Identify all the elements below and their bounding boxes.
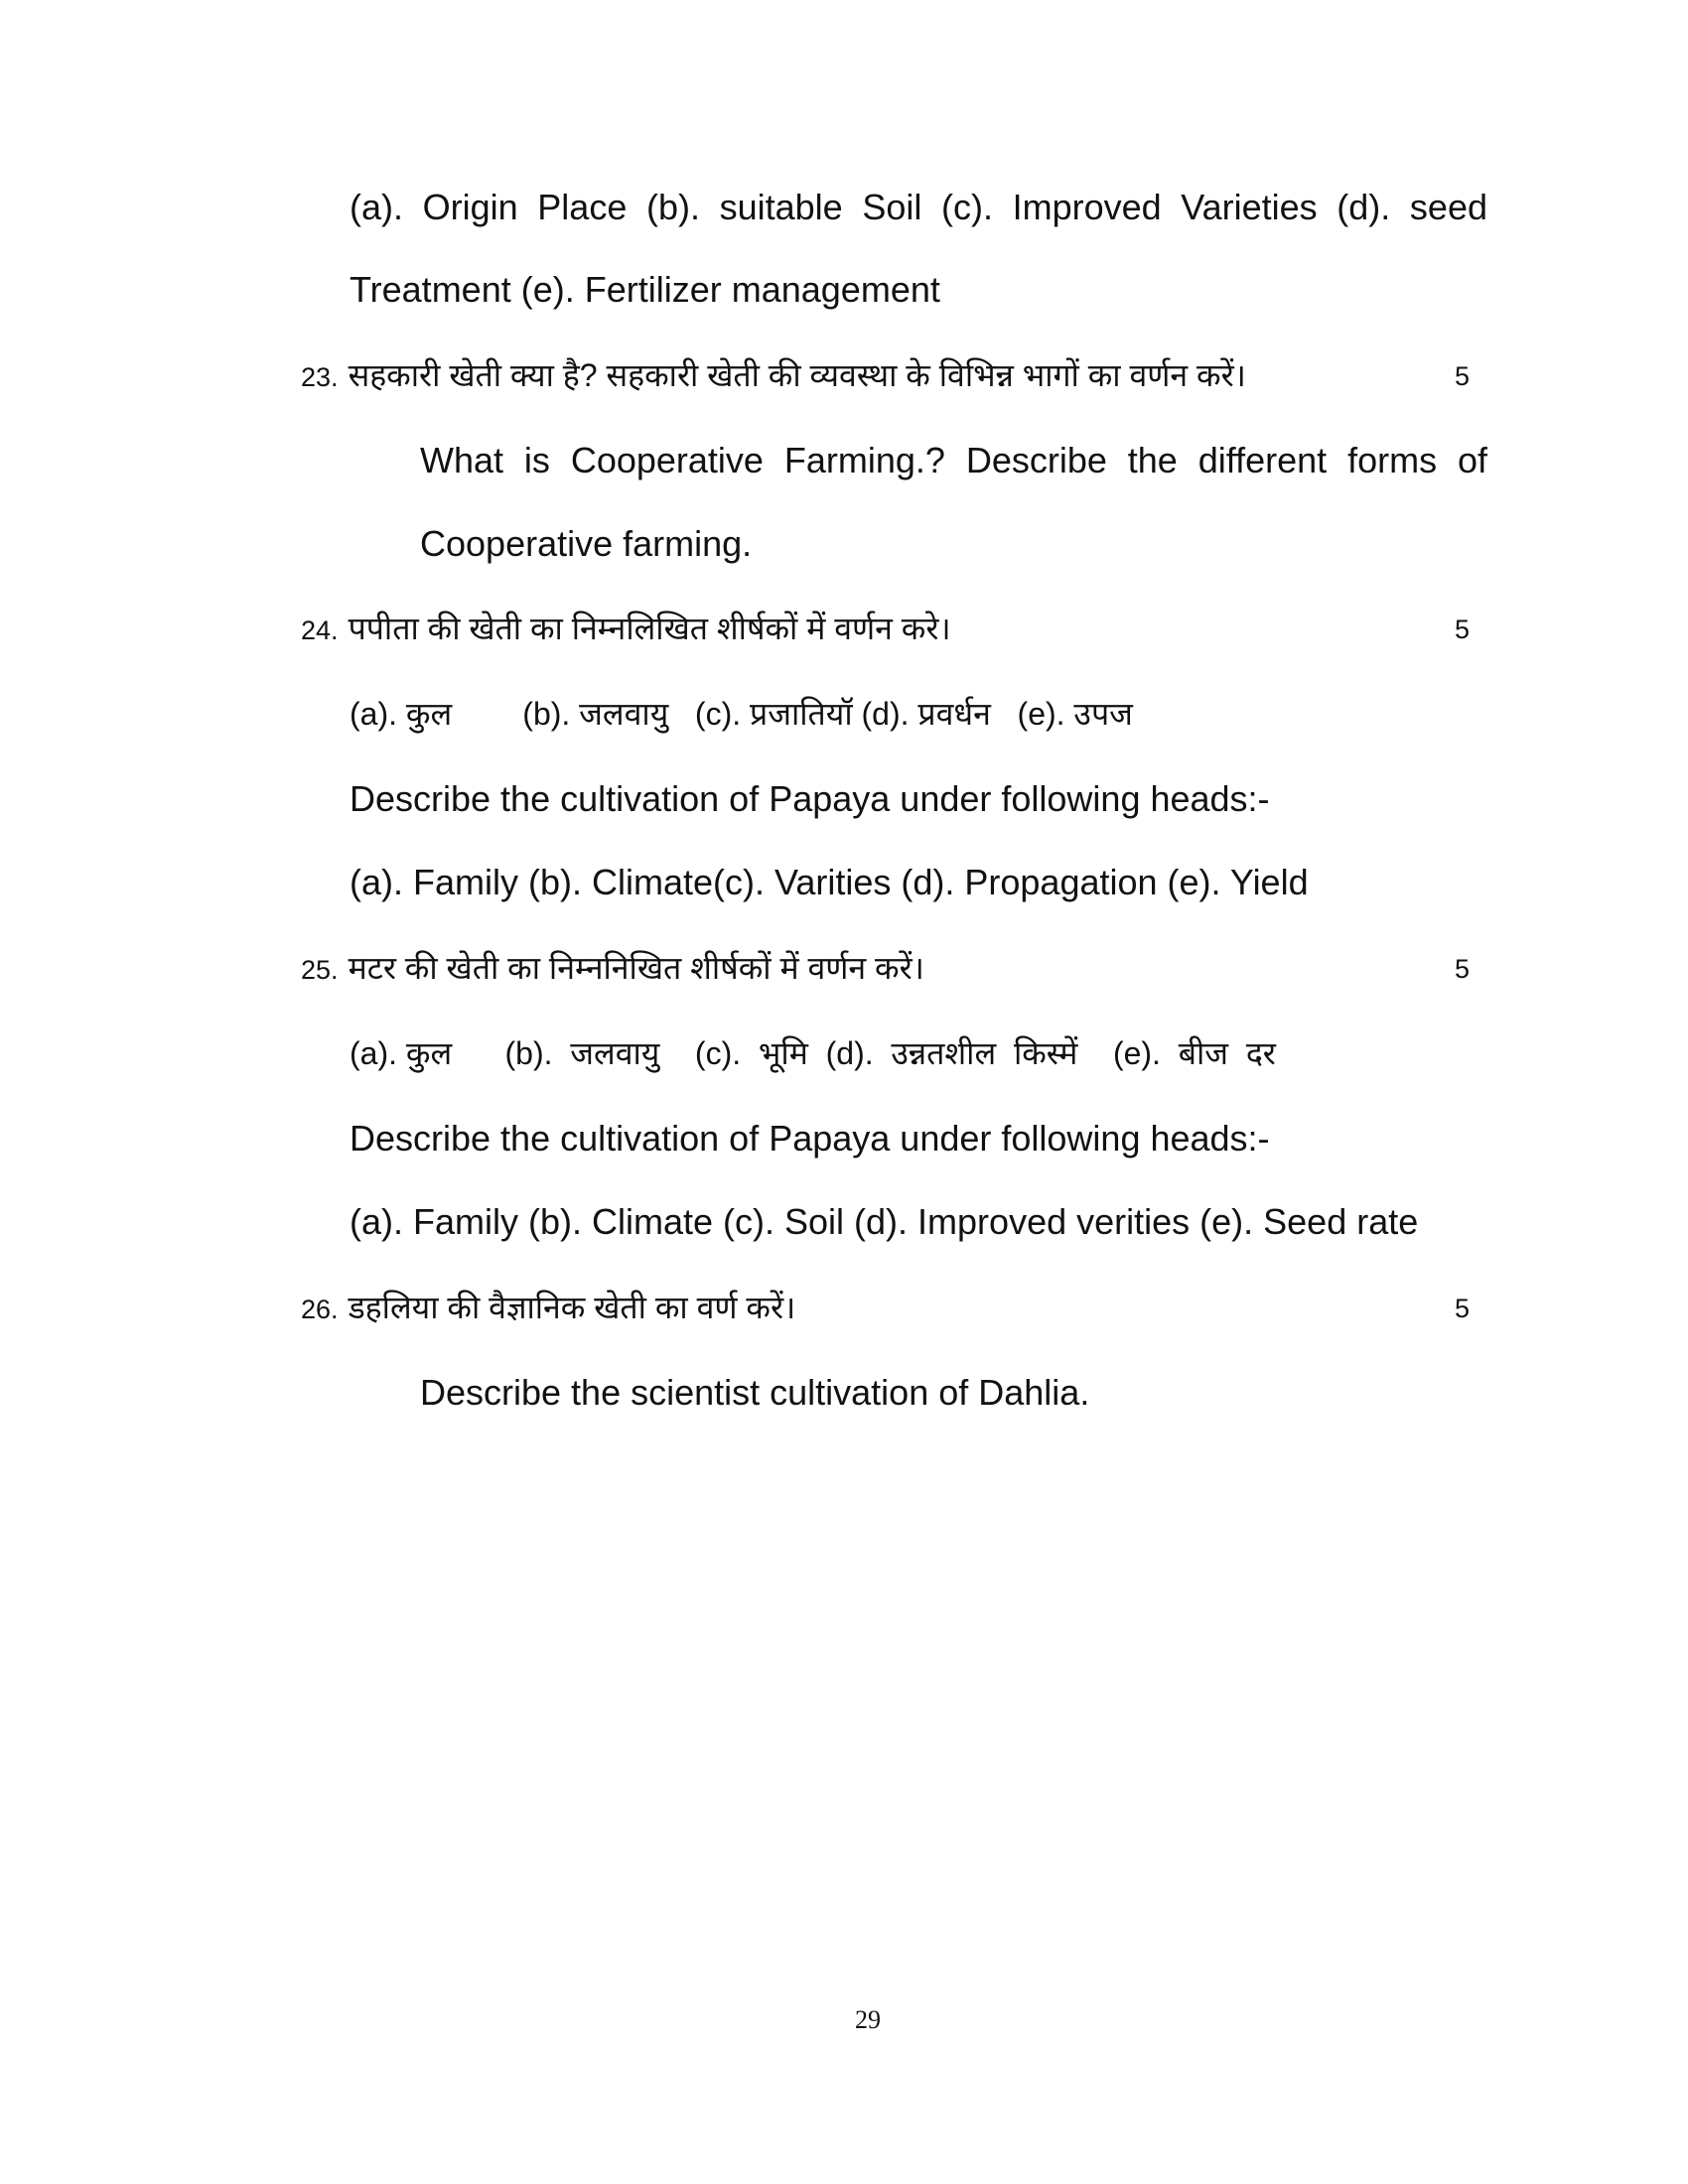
page-number: 29 — [855, 2005, 881, 2034]
q23-english-line2: Cooperative farming. — [420, 523, 753, 564]
q24-english-options: (a). Family (b). Climate(c). Varities (d). Propagation (e). Yield — [350, 862, 1309, 902]
q26-hindi-text: डहलिया की वैज्ञानिक खेती का वर्ण करें। — [348, 1290, 796, 1325]
q25-number: 25. — [301, 955, 339, 985]
q25-hindi-text: मटर की खेती का निम्ननिखित शीर्षकों में वर्णन करें। — [348, 950, 924, 986]
q25-marks: 5 — [1454, 954, 1470, 984]
q24-english-text: Describe the cultivation of Papaya under following heads:- — [350, 778, 1270, 819]
q26-english-text: Describe the scientist cultivation of Dahlia. — [420, 1372, 1090, 1413]
q23-hindi-text: सहकारी खेती क्या है? सहकारी खेती की व्यवस्था के विभिन्न भागों का वर्णन करें। — [348, 357, 1246, 393]
q23-marks: 5 — [1454, 361, 1470, 391]
q24-number: 24. — [301, 615, 339, 645]
q26-number: 26. — [301, 1295, 339, 1324]
q24-hindi-text: पपीता की खेती का निम्नलिखित शीर्षकों में वर्णन करे। — [348, 611, 951, 646]
q26-question — [301, 1285, 795, 1331]
q22-options-line2: Treatment (e). Fertilizer management — [350, 269, 940, 310]
q24-question — [301, 606, 951, 652]
q24-hindi-options: (a). कुल (b). जलवायु (c). प्रजातियॉ (d). प्रवर्धन (e). उपज — [350, 696, 1133, 732]
q26-marks: 5 — [1454, 1294, 1470, 1323]
q25-english-text: Describe the cultivation of Papaya under following heads:- — [350, 1118, 1270, 1159]
q22-options-line1: (a). Origin Place (b). suitable Soil (c). Improved Varieties (d). seed — [350, 187, 1487, 227]
q25-english-options: (a). Family (b). Climate (c). Soil (d). Improved verities (e). Seed rate — [350, 1201, 1419, 1242]
q23-english-line1: What is Cooperative Farming.? Describe the different forms of — [420, 440, 1487, 480]
q25-question — [301, 945, 924, 992]
q24-marks: 5 — [1454, 614, 1470, 644]
q23-question — [301, 352, 1246, 399]
q23-number: 23. — [301, 362, 339, 392]
q25-hindi-options: (a). कुल (b). जलवायु (c). भूमि (d). उन्नतशील किस्में (e). बीज दर — [350, 1035, 1276, 1071]
